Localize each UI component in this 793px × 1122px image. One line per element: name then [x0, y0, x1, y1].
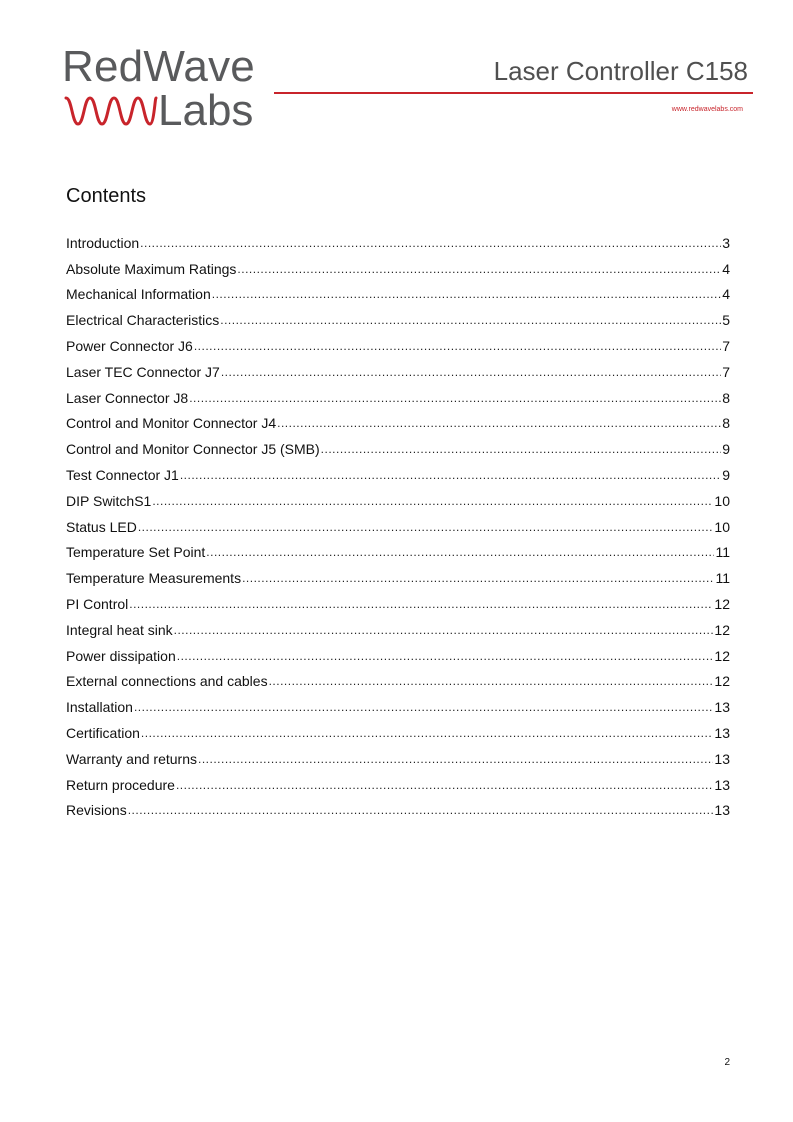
toc-dot-leader: [269, 671, 714, 691]
logo-text-redwave: RedWave: [62, 42, 255, 91]
toc-entry-title: Warranty and returns: [66, 750, 197, 767]
toc-entry[interactable]: [66, 669, 730, 695]
toc-entry-page-number: 9: [722, 467, 730, 484]
toc-dot-leader: [321, 439, 722, 459]
toc-entry-title: Laser TEC Connector J7: [66, 363, 220, 380]
toc-dot-leader: [237, 259, 721, 279]
toc-entry-title: Test Connector J1: [66, 467, 179, 484]
wave-icon: [64, 92, 158, 128]
toc-entry-title: Temperature Measurements: [66, 570, 242, 587]
toc-dot-leader: [277, 413, 721, 433]
toc-entry-title: Introduction: [66, 234, 140, 251]
toc-entry-title: Absolute Maximum Ratings: [66, 260, 237, 277]
table-of-contents: [66, 230, 730, 823]
page-header: [0, 0, 793, 140]
page-number: 2: [724, 1057, 730, 1068]
toc-entry[interactable]: [66, 591, 730, 617]
toc-entry-title: Control and Monitor Connector J4: [66, 415, 277, 432]
logo-text-labs: Labs: [158, 86, 254, 135]
toc-dot-leader: [198, 749, 713, 769]
toc-entry-page-number: 8: [722, 389, 730, 406]
toc-entry-page-number: 12: [714, 621, 730, 638]
toc-entry-page-number: 11: [715, 544, 730, 561]
toc-entry[interactable]: [66, 385, 730, 411]
toc-dot-leader: [134, 697, 713, 717]
toc-entry-page-number: 13: [714, 802, 730, 819]
toc-entry-title: Revisions: [66, 802, 127, 819]
toc-entry[interactable]: [66, 540, 730, 566]
toc-entry[interactable]: [66, 772, 730, 798]
toc-dot-leader: [180, 465, 721, 485]
toc-entry-title: Mechanical Information: [66, 286, 211, 303]
toc-entry[interactable]: [66, 643, 730, 669]
toc-entry[interactable]: [66, 694, 730, 720]
toc-dot-leader: [221, 362, 721, 382]
toc-dot-leader: [128, 800, 714, 820]
toc-entry-page-number: 12: [714, 596, 730, 613]
toc-dot-leader: [206, 542, 714, 562]
toc-entry-title: Status LED: [66, 518, 137, 535]
document-title: Laser Controller C158: [493, 56, 748, 86]
toc-dot-leader: [138, 517, 714, 537]
toc-entry[interactable]: [66, 256, 730, 282]
toc-entry-title: PI Control: [66, 596, 129, 613]
toc-dot-leader: [189, 388, 721, 408]
toc-entry[interactable]: [66, 514, 730, 540]
toc-entry-title: Power Connector J6: [66, 338, 193, 355]
toc-dot-leader: [242, 568, 714, 588]
toc-entry-title: Electrical Characteristics: [66, 312, 220, 329]
toc-dot-leader: [177, 646, 714, 666]
toc-entry[interactable]: [66, 359, 730, 385]
toc-entry-title: Laser Connector J8: [66, 389, 189, 406]
toc-entry-page-number: 4: [722, 286, 730, 303]
toc-entry-page-number: 10: [714, 518, 730, 535]
toc-entry-title: Integral heat sink: [66, 621, 173, 638]
toc-dot-leader: [176, 775, 713, 795]
toc-entry-page-number: 7: [722, 363, 730, 380]
toc-dot-leader: [174, 620, 714, 640]
toc-entry-page-number: 9: [722, 441, 730, 458]
toc-entry[interactable]: [66, 617, 730, 643]
toc-entry[interactable]: [66, 230, 730, 256]
toc-entry-title: Return procedure: [66, 776, 175, 793]
header-divider: [274, 92, 753, 94]
toc-entry-title: Temperature Set Point: [66, 544, 206, 561]
toc-entry[interactable]: [66, 488, 730, 514]
toc-entry-page-number: 5: [722, 312, 730, 329]
website-link[interactable]: www.redwavelabs.com: [671, 106, 743, 113]
toc-entry[interactable]: [66, 282, 730, 308]
toc-dot-leader: [194, 336, 721, 356]
toc-dot-leader: [140, 233, 721, 253]
redwave-labs-logo: [62, 44, 267, 134]
toc-entry-title: Certification: [66, 725, 140, 742]
toc-entry-title: Power dissipation: [66, 647, 176, 664]
toc-entry-page-number: 12: [714, 673, 730, 690]
toc-entry-title: Control and Monitor Connector J5 (SMB): [66, 441, 320, 458]
toc-entry[interactable]: [66, 436, 730, 462]
toc-entry-page-number: 13: [714, 699, 730, 716]
toc-entry-page-number: 13: [714, 776, 730, 793]
toc-entry[interactable]: [66, 798, 730, 824]
toc-entry-page-number: 13: [714, 725, 730, 742]
toc-entry[interactable]: [66, 462, 730, 488]
toc-entry[interactable]: [66, 565, 730, 591]
toc-dot-leader: [220, 310, 721, 330]
toc-entry-page-number: 11: [715, 570, 730, 587]
toc-entry-page-number: 7: [722, 338, 730, 355]
toc-entry-page-number: 12: [714, 647, 730, 664]
toc-entry[interactable]: [66, 746, 730, 772]
toc-entry-page-number: 8: [722, 415, 730, 432]
toc-entry[interactable]: [66, 411, 730, 437]
toc-entry[interactable]: [66, 333, 730, 359]
toc-entry[interactable]: [66, 720, 730, 746]
toc-dot-leader: [152, 491, 713, 511]
toc-entry-page-number: 13: [714, 750, 730, 767]
toc-entry-title: DIP SwitchS1: [66, 492, 152, 509]
toc-entry-page-number: 3: [722, 234, 730, 251]
toc-entry-page-number: 10: [714, 492, 730, 509]
toc-entry-page-number: 4: [722, 260, 730, 277]
toc-dot-leader: [129, 594, 713, 614]
toc-entry-title: External connections and cables: [66, 673, 268, 690]
toc-dot-leader: [212, 284, 721, 304]
toc-entry-title: Installation: [66, 699, 133, 716]
toc-dot-leader: [141, 723, 714, 743]
contents-heading: Contents: [66, 185, 147, 207]
toc-entry[interactable]: [66, 307, 730, 333]
